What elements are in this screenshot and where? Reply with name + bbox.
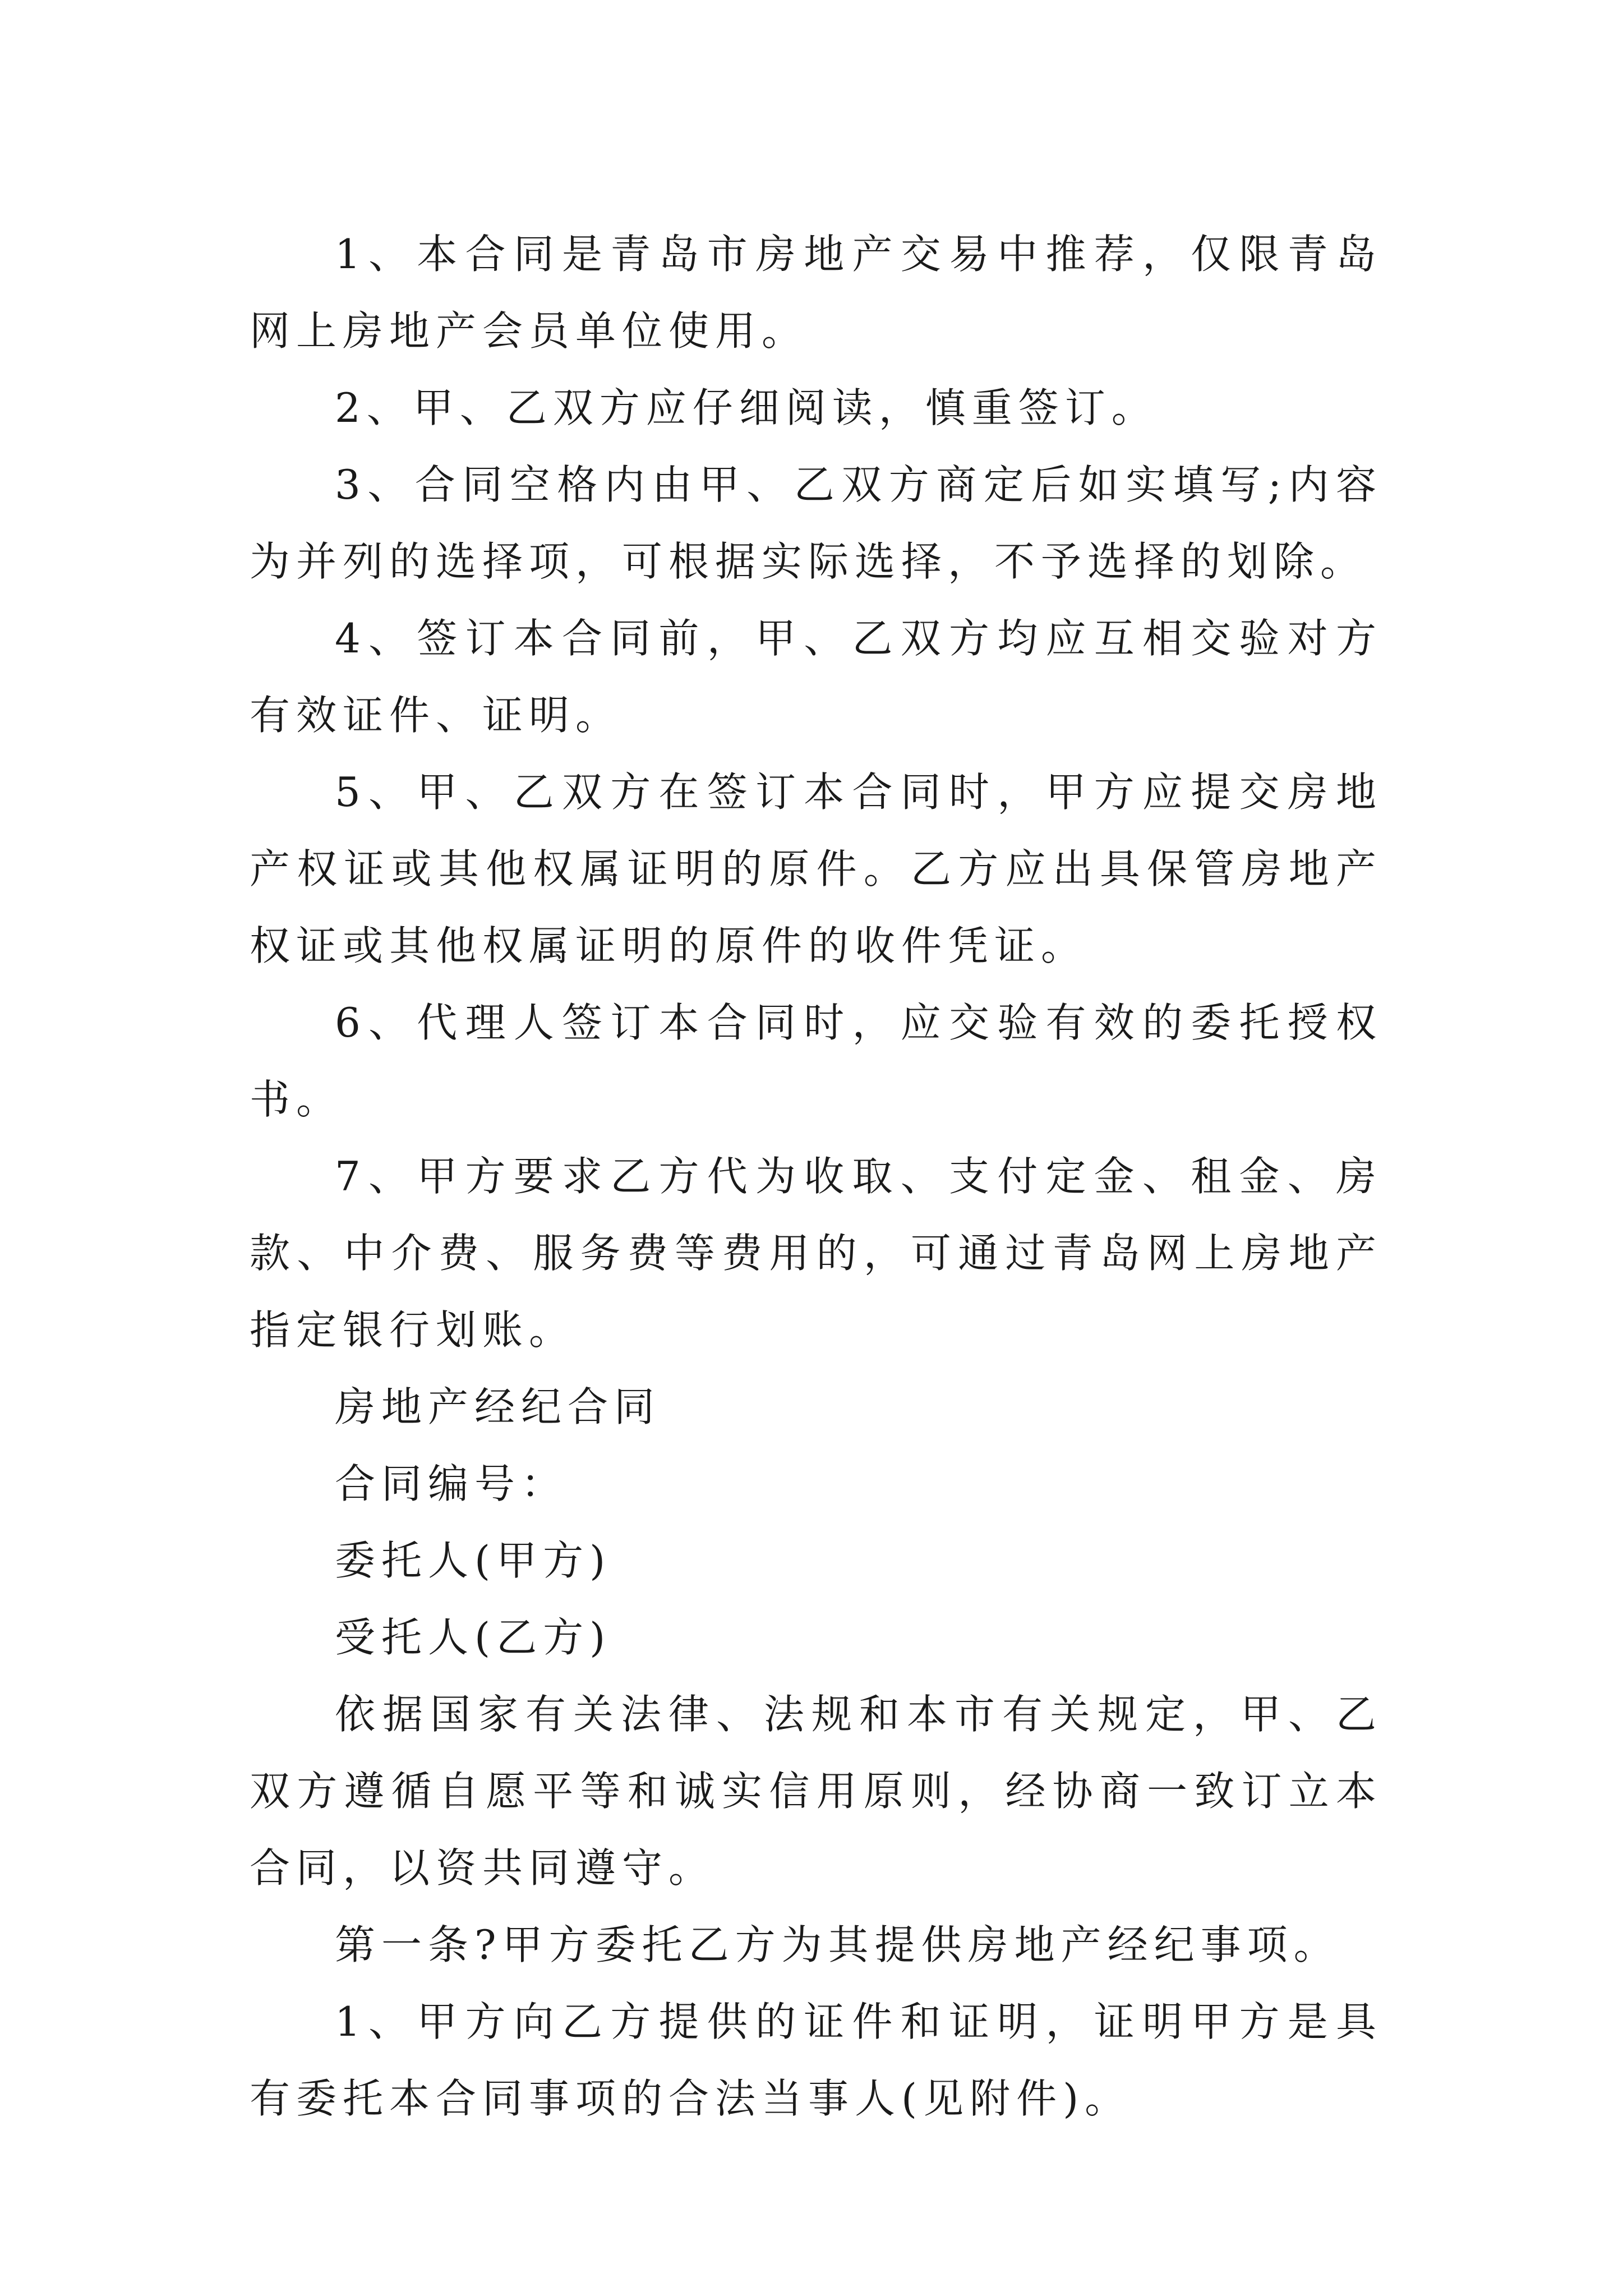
notice-item-5: 5、甲、乙双方在签订本合同时，甲方应提交房地产权证或其他权属证明的原件。乙方应出具保管房地产权证或其他权属证明的原件的收件凭证。 xyxy=(250,769,1382,969)
contract-title: 房地产经纪合同 xyxy=(335,1383,661,1430)
notice-item-6: 6、代理人签订本合同时，应交验有效的委托授权书。 xyxy=(250,999,1382,1123)
notice-item-2: 2、甲、乙双方应仔细阅读，慎重签订。 xyxy=(335,384,1158,431)
article-one-heading: 第一条?甲方委托乙方为其提供房地产经纪事项。 xyxy=(335,1921,1340,1968)
notice-item-1: 1、本合同是青岛市房地产交易中推荐，仅限青岛网上房地产会员单位使用。 xyxy=(250,231,1382,355)
article-one-clause-1: 1、甲方向乙方提供的证件和证明，证明甲方是具有委托本合同事项的合法当事人(见附件)。 xyxy=(250,1998,1382,2122)
contract-preamble: 依据国家有关法律、法规和本市有关规定，甲、乙双方遵循自愿平等和诚实信用原则，经协商一致订立本合同，以资共同遵守。 xyxy=(250,1691,1382,1892)
agent-party-label: 受托人(乙方) xyxy=(335,1614,612,1661)
contract-number-label: 合同编号： xyxy=(335,1460,568,1507)
notice-item-4: 4、签订本合同前，甲、乙双方均应互相交验对方有效证件、证明。 xyxy=(250,615,1382,739)
notice-item-7: 7、甲方要求乙方代为收取、支付定金、租金、房款、中介费、服务费等费用的，可通过青岛网上房地产指定银行划账。 xyxy=(250,1153,1382,1354)
principal-party-label: 委托人(甲方) xyxy=(335,1537,612,1584)
notice-item-3: 3、合同空格内由甲、乙双方商定后如实填写;内容为并列的选择项，可根据实际选择，不予选择的划除。 xyxy=(250,461,1382,585)
document-body xyxy=(250,216,1382,2137)
